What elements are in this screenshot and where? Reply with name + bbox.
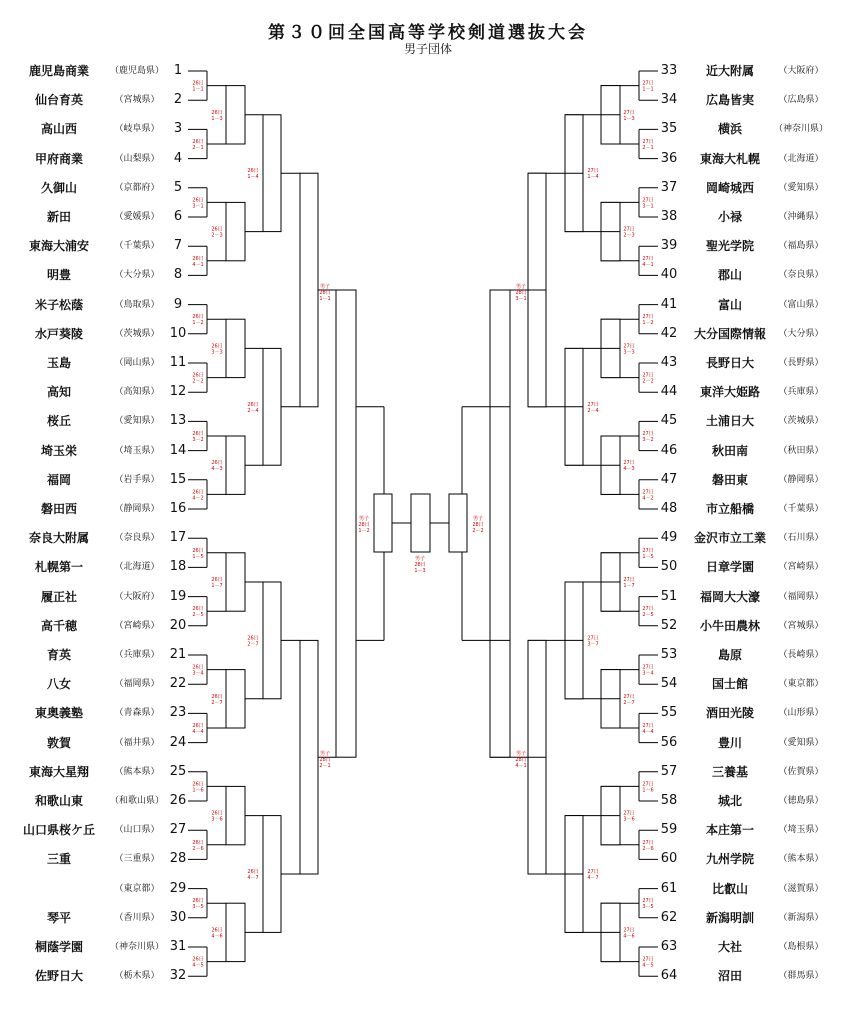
team-seed: 4 bbox=[173, 150, 183, 166]
team-seed: 24 bbox=[169, 734, 187, 750]
round1-match-label: 26日 3－4 bbox=[192, 664, 204, 677]
team-prefecture: （埼玉県） bbox=[778, 825, 824, 836]
round2-match-box bbox=[226, 903, 245, 961]
round2-match-label: 26日 1－3 bbox=[211, 109, 223, 122]
round2-match-label: 27日 4－6 bbox=[623, 927, 635, 940]
team-prefecture: （青森県） bbox=[114, 708, 160, 719]
team-name: 岡崎城西 bbox=[705, 180, 754, 195]
round1-match-label: 27日 2－2 bbox=[642, 372, 654, 385]
team-prefecture: （奈良県） bbox=[114, 533, 160, 544]
team-prefecture: （香川県） bbox=[114, 912, 160, 923]
team-name: 山口県桜ケ丘 bbox=[22, 823, 95, 838]
team-name: 三重 bbox=[46, 852, 71, 867]
team-prefecture: （神奈川県） bbox=[773, 124, 828, 135]
team-name: 本庄第一 bbox=[705, 823, 754, 838]
team-prefecture: （福島県） bbox=[778, 241, 824, 252]
team-name: 秋田南 bbox=[711, 443, 748, 458]
team-seed: 30 bbox=[169, 909, 187, 925]
team-seed: 54 bbox=[660, 676, 678, 692]
team-seed: 2 bbox=[173, 92, 183, 108]
team-name: 福岡大大濠 bbox=[699, 589, 760, 604]
team-seed: 22 bbox=[169, 676, 187, 692]
team-prefecture: （佐賀県） bbox=[778, 766, 824, 777]
team-name: 桜丘 bbox=[46, 414, 71, 429]
team-name: 鹿児島商業 bbox=[28, 64, 89, 78]
team-name: 東海大札幌 bbox=[699, 151, 760, 166]
round4-match-box bbox=[300, 640, 318, 874]
team-prefecture: （東京都） bbox=[778, 679, 824, 690]
page-title: 第３０回全国高等学校剣道選抜大会 bbox=[268, 23, 588, 43]
team-prefecture: （鳥取県） bbox=[114, 299, 160, 310]
team-name: 佐野日大 bbox=[34, 969, 83, 984]
team-prefecture: （岡山県） bbox=[114, 358, 160, 368]
round1-match-label: 26日 3－1 bbox=[192, 197, 204, 210]
team-seed: 1 bbox=[173, 63, 183, 78]
team-prefecture: （大阪府） bbox=[114, 591, 160, 602]
round1-match-label: 27日 4－2 bbox=[642, 489, 654, 502]
team-prefecture: （愛知県） bbox=[778, 737, 824, 748]
team-seed: 28 bbox=[169, 851, 187, 867]
round2-match-box bbox=[226, 319, 245, 377]
team-seed: 63 bbox=[660, 939, 678, 954]
team-prefecture: （京都府） bbox=[114, 182, 160, 193]
team-prefecture: （宮崎県） bbox=[778, 562, 824, 573]
semifinal-right-label: 男子 28日 2－2 bbox=[472, 516, 484, 534]
team-seed: 6 bbox=[173, 209, 183, 224]
team-name: 大分国際情報 bbox=[693, 326, 766, 341]
team-prefecture: （熊本県） bbox=[114, 766, 160, 777]
team-name: 新潟明訓 bbox=[705, 910, 754, 925]
team-prefecture: （沖縄県） bbox=[778, 212, 824, 222]
team-name: 東海大浦安 bbox=[28, 239, 89, 254]
round5-match-label: 男子 28日 2－1 bbox=[319, 751, 331, 770]
round1-match-label: 26日 4－2 bbox=[192, 489, 204, 502]
team-prefecture: （愛知県） bbox=[778, 182, 824, 193]
round2-match-box bbox=[226, 86, 245, 144]
team-prefecture: （兵庫県） bbox=[114, 650, 160, 660]
team-prefecture: （和歌山県） bbox=[109, 796, 164, 806]
team-name: 東海大星翔 bbox=[28, 764, 89, 779]
round3-match-box bbox=[263, 582, 281, 699]
team-seed: 44 bbox=[660, 384, 678, 400]
team-name: 酒田光陵 bbox=[705, 706, 754, 721]
team-seed: 20 bbox=[169, 617, 187, 633]
team-seed: 11 bbox=[169, 355, 187, 370]
team-prefecture: （福岡県） bbox=[778, 591, 824, 602]
team-prefecture: （千葉県） bbox=[778, 504, 824, 514]
round1-match-label: 26日 1－5 bbox=[192, 547, 204, 560]
team-prefecture: （新潟県） bbox=[778, 912, 824, 923]
team-seed: 7 bbox=[173, 238, 183, 254]
team-seed: 56 bbox=[660, 734, 678, 750]
team-seed: 16 bbox=[169, 501, 187, 516]
round1-match-label: 27日 1－5 bbox=[642, 547, 654, 560]
team-name: 履正社 bbox=[40, 589, 77, 604]
team-name: 豊川 bbox=[717, 735, 742, 750]
team-name: 長野日大 bbox=[705, 356, 754, 370]
semifinal-left-box bbox=[374, 494, 392, 552]
round2-match-label: 27日 4－3 bbox=[623, 460, 635, 473]
team-name: 新田 bbox=[46, 210, 71, 224]
team-name: 磐田東 bbox=[711, 472, 748, 487]
team-seed: 57 bbox=[660, 763, 678, 779]
round3-match-box bbox=[263, 816, 281, 933]
team-name: 福岡 bbox=[46, 472, 71, 487]
team-name: 三養基 bbox=[711, 764, 748, 779]
team-name: 水戸葵陵 bbox=[34, 326, 83, 341]
team-seed: 15 bbox=[169, 471, 187, 487]
round1-match-label: 26日 4－5 bbox=[192, 956, 204, 969]
round2-match-box bbox=[226, 670, 245, 728]
team-prefecture: （山形県） bbox=[778, 708, 824, 719]
team-seed: 8 bbox=[173, 267, 183, 283]
team-seed: 64 bbox=[660, 968, 678, 984]
team-seed: 61 bbox=[660, 880, 678, 896]
round5-match-box bbox=[490, 290, 510, 757]
round3-match-label: 26日 2－4 bbox=[247, 401, 259, 414]
team-name: 琴平 bbox=[46, 910, 71, 925]
round4-match-box bbox=[300, 173, 318, 407]
round1-match-label: 27日 2－5 bbox=[642, 606, 654, 619]
team-name: 東洋大姫路 bbox=[699, 385, 760, 400]
round1-match-label: 27日 3－5 bbox=[642, 898, 654, 911]
round1-match-label: 26日 1－6 bbox=[192, 781, 204, 794]
round1-match-label: 27日 2－1 bbox=[642, 139, 654, 151]
team-prefecture: （大分県） bbox=[114, 270, 160, 281]
round3-match-label: 27日 3－7 bbox=[587, 635, 599, 648]
final-box bbox=[411, 494, 430, 552]
round2-match-label: 27日 1－3 bbox=[623, 109, 635, 122]
team-seed: 39 bbox=[660, 238, 678, 254]
round5-match-label: 男子 28日 3－1 bbox=[515, 284, 527, 302]
round2-match-box bbox=[226, 786, 245, 844]
team-name: 磐田西 bbox=[40, 502, 77, 516]
team-seed: 62 bbox=[660, 909, 678, 925]
team-prefecture: （高知県） bbox=[114, 387, 160, 398]
round5-match-label: 男子 28日 1－1 bbox=[319, 284, 331, 302]
team-seed: 55 bbox=[660, 705, 678, 721]
team-seed: 36 bbox=[660, 150, 678, 166]
round3-match-label: 27日 2－4 bbox=[587, 401, 599, 414]
final-label: 男子 28日 1－3 bbox=[414, 556, 426, 574]
team-seed: 26 bbox=[169, 793, 187, 808]
team-prefecture: （秋田県） bbox=[778, 445, 824, 456]
team-prefecture: （愛知県） bbox=[114, 416, 160, 427]
round1-match-label: 27日 1－6 bbox=[642, 781, 654, 794]
team-prefecture: （徳島県） bbox=[778, 796, 824, 806]
round1-match-label: 27日 3－4 bbox=[642, 664, 654, 677]
team-prefecture: （大分県） bbox=[778, 328, 824, 339]
round2-match-label: 26日 2－7 bbox=[211, 693, 223, 706]
team-seed: 58 bbox=[660, 793, 678, 808]
round1-match-label: 26日 4－1 bbox=[192, 255, 204, 268]
team-name: 仙台育英 bbox=[34, 93, 83, 108]
team-seed: 3 bbox=[173, 121, 183, 137]
round1-match-label: 27日 2－6 bbox=[642, 839, 654, 852]
round2-match-box bbox=[226, 202, 245, 260]
team-prefecture: （岐阜県） bbox=[114, 124, 160, 135]
team-seed: 9 bbox=[173, 296, 183, 312]
team-name: 九州学院 bbox=[705, 852, 754, 867]
team-prefecture: （静岡県） bbox=[114, 504, 160, 514]
team-prefecture: （大阪府） bbox=[778, 66, 824, 76]
team-prefecture: （島根県） bbox=[778, 942, 824, 952]
team-prefecture: （福岡県） bbox=[114, 679, 160, 690]
team-seed: 32 bbox=[169, 968, 187, 984]
round1-match-label: 26日 2－6 bbox=[192, 839, 204, 852]
team-seed: 25 bbox=[169, 763, 187, 779]
team-prefecture: （千葉県） bbox=[114, 241, 160, 252]
team-prefecture: （宮城県） bbox=[778, 620, 824, 631]
team-seed: 37 bbox=[660, 179, 678, 195]
round1-match-label: 26日 4－4 bbox=[192, 723, 204, 735]
team-prefecture: （富山県） bbox=[778, 299, 824, 310]
team-prefecture: （長野県） bbox=[778, 358, 824, 368]
team-prefecture: （三重県） bbox=[114, 854, 160, 865]
team-name: 金沢市立工業 bbox=[693, 531, 766, 546]
round1-match-label: 26日 2－5 bbox=[192, 606, 204, 619]
team-prefecture: （茨城県） bbox=[778, 416, 824, 427]
team-seed: 47 bbox=[660, 471, 678, 487]
team-name: 城北 bbox=[717, 794, 742, 808]
team-seed: 50 bbox=[660, 559, 678, 575]
round5-match-box bbox=[336, 290, 356, 757]
team-name: 玉島 bbox=[46, 356, 71, 370]
round1-match-label: 26日 3－5 bbox=[192, 898, 204, 911]
team-seed: 42 bbox=[660, 325, 678, 341]
round2-match-label: 27日 3－3 bbox=[623, 343, 635, 356]
round2-match-label: 27日 2－7 bbox=[623, 693, 635, 706]
team-name: 八女 bbox=[46, 677, 71, 692]
team-seed: 27 bbox=[169, 822, 187, 838]
team-name: 育英 bbox=[46, 648, 71, 662]
team-prefecture: （宮城県） bbox=[114, 95, 160, 106]
round1-match-label: 27日 3－2 bbox=[642, 431, 654, 443]
team-seed: 14 bbox=[169, 442, 187, 458]
team-prefecture: （長崎県） bbox=[778, 650, 824, 660]
team-seed: 5 bbox=[173, 179, 183, 195]
round2-match-label: 26日 2－3 bbox=[211, 226, 223, 239]
round1-match-label: 27日 4－4 bbox=[642, 723, 654, 735]
team-name: 国士館 bbox=[711, 677, 748, 692]
team-prefecture: （神奈川県） bbox=[109, 942, 164, 952]
team-name: 島原 bbox=[717, 648, 742, 662]
round1-match-label: 26日 3－2 bbox=[192, 431, 204, 443]
round1-match-label: 27日 3－1 bbox=[642, 197, 654, 210]
team-prefecture: （愛媛県） bbox=[114, 212, 160, 222]
team-prefecture: （北海道） bbox=[114, 562, 160, 573]
team-prefecture: （静岡県） bbox=[778, 474, 824, 485]
round2-match-box bbox=[226, 553, 245, 611]
team-seed: 53 bbox=[660, 647, 678, 662]
team-prefecture: （兵庫県） bbox=[778, 387, 824, 398]
team-prefecture: （東京都） bbox=[114, 883, 160, 894]
team-name: 高知 bbox=[46, 385, 71, 400]
team-prefecture: （鹿児島県） bbox=[109, 66, 164, 76]
round1-match-label: 26日 1－1 bbox=[192, 80, 204, 93]
team-name: 桐蔭学園 bbox=[34, 940, 83, 954]
team-name: 久御山 bbox=[40, 180, 77, 195]
round3-match-label: 27日 1－4 bbox=[587, 168, 599, 181]
team-prefecture: （岩手県） bbox=[114, 474, 160, 485]
team-name: 和歌山東 bbox=[34, 794, 83, 808]
team-prefecture: （栃木県） bbox=[114, 971, 160, 982]
team-seed: 45 bbox=[660, 413, 678, 429]
round3-match-label: 26日 2－7 bbox=[247, 635, 259, 648]
team-name: 東奥義塾 bbox=[34, 706, 83, 721]
team-name: 土浦日大 bbox=[705, 414, 754, 429]
team-name: 富山 bbox=[717, 297, 742, 312]
team-name: 市立船橋 bbox=[705, 502, 754, 516]
team-prefecture: （熊本県） bbox=[778, 854, 824, 865]
team-seed: 40 bbox=[660, 267, 678, 283]
team-seed: 13 bbox=[169, 413, 187, 429]
team-prefecture: （広島県） bbox=[778, 95, 824, 106]
team-name: 近大附属 bbox=[705, 64, 754, 78]
team-seed: 23 bbox=[169, 705, 187, 721]
team-seed: 51 bbox=[660, 588, 678, 604]
round3-match-box bbox=[263, 348, 281, 465]
team-name: 横浜 bbox=[717, 122, 742, 137]
round3-match-box bbox=[263, 115, 281, 232]
round2-match-label: 26日 1－7 bbox=[211, 577, 223, 589]
team-seed: 29 bbox=[169, 880, 187, 896]
team-prefecture: （滋賀県） bbox=[778, 883, 824, 894]
round3-match-label: 26日 1－4 bbox=[247, 168, 259, 181]
team-prefecture: （茨城県） bbox=[114, 328, 160, 339]
round2-match-label: 27日 1－7 bbox=[623, 577, 635, 589]
team-seed: 10 bbox=[169, 325, 187, 341]
round1-match-label: 27日 4－5 bbox=[642, 956, 654, 969]
team-name: 甲府商業 bbox=[34, 151, 83, 166]
round2-match-label: 27日 3－6 bbox=[623, 810, 635, 823]
team-seed: 59 bbox=[660, 822, 678, 838]
team-name: 高山西 bbox=[40, 122, 77, 137]
semifinal-left-label: 男子 28日 1－2 bbox=[358, 516, 370, 534]
round1-match-label: 26日 2－1 bbox=[192, 139, 204, 151]
team-name: 小禄 bbox=[717, 210, 742, 224]
team-name: 沼田 bbox=[717, 969, 742, 984]
team-prefecture: （群馬県） bbox=[778, 971, 824, 982]
team-name: 米子松蔭 bbox=[34, 297, 83, 312]
team-name: 小牛田農林 bbox=[699, 618, 760, 633]
round2-match-label: 26日 4－6 bbox=[211, 927, 223, 940]
team-name: 広島皆実 bbox=[705, 93, 754, 108]
team-seed: 18 bbox=[169, 559, 187, 575]
team-prefecture: （埼玉県） bbox=[114, 445, 160, 456]
round1-match-label: 26日 2－2 bbox=[192, 372, 204, 385]
round5-match-label: 男子 28日 4－1 bbox=[515, 751, 527, 770]
team-prefecture: （石川県） bbox=[778, 533, 824, 544]
team-name: 敦賀 bbox=[46, 735, 71, 750]
team-prefecture: （北海道） bbox=[778, 153, 824, 164]
team-prefecture: （宮崎県） bbox=[114, 620, 160, 631]
round2-match-label: 27日 2－3 bbox=[623, 226, 635, 239]
team-prefecture: （福井県） bbox=[114, 737, 160, 748]
team-name: 奈良大附属 bbox=[28, 531, 89, 546]
team-prefecture: （奈良県） bbox=[778, 270, 824, 281]
team-name: 日章学園 bbox=[705, 560, 754, 575]
team-seed: 43 bbox=[660, 355, 678, 370]
team-seed: 49 bbox=[660, 530, 678, 546]
team-name: 高千穂 bbox=[40, 618, 77, 633]
team-prefecture: （山口県） bbox=[114, 825, 160, 836]
team-seed: 17 bbox=[169, 530, 187, 546]
round1-match-label: 27日 1－2 bbox=[642, 314, 654, 327]
team-name: 聖光学院 bbox=[705, 239, 754, 254]
team-name: 郡山 bbox=[717, 268, 742, 283]
round2-match-label: 26日 3－6 bbox=[211, 810, 223, 823]
round2-match-label: 26日 3－3 bbox=[211, 343, 223, 356]
round2-match-box bbox=[226, 436, 245, 494]
team-seed: 48 bbox=[660, 501, 678, 516]
round1-match-label: 27日 1－1 bbox=[642, 80, 654, 93]
team-name: 比叡山 bbox=[711, 881, 748, 896]
team-seed: 38 bbox=[660, 209, 678, 224]
round1-match-label: 27日 4－1 bbox=[642, 255, 654, 268]
team-seed: 46 bbox=[660, 442, 678, 458]
page-subtitle: 男子団体 bbox=[403, 42, 452, 56]
team-seed: 34 bbox=[660, 92, 678, 108]
team-prefecture: （山梨県） bbox=[114, 153, 160, 164]
team-seed: 41 bbox=[660, 296, 678, 312]
team-seed: 33 bbox=[660, 63, 678, 78]
round1-match-label: 26日 1－2 bbox=[192, 314, 204, 327]
semifinal-right-box bbox=[449, 494, 467, 552]
team-name: 埼玉栄 bbox=[40, 443, 77, 458]
team-name: 明豊 bbox=[46, 268, 71, 283]
round2-match-label: 26日 4－3 bbox=[211, 460, 223, 473]
team-name: 札幌第一 bbox=[34, 560, 83, 575]
team-seed: 19 bbox=[169, 588, 187, 604]
team-seed: 60 bbox=[660, 851, 678, 867]
team-name: 大社 bbox=[717, 940, 742, 954]
team-seed: 31 bbox=[169, 939, 187, 954]
team-seed: 35 bbox=[660, 121, 678, 137]
team-seed: 21 bbox=[169, 647, 187, 662]
round3-match-label: 26日 4－7 bbox=[247, 869, 259, 881]
team-seed: 52 bbox=[660, 617, 678, 633]
team-seed: 12 bbox=[169, 384, 187, 400]
round3-match-label: 27日 4－7 bbox=[587, 869, 599, 881]
